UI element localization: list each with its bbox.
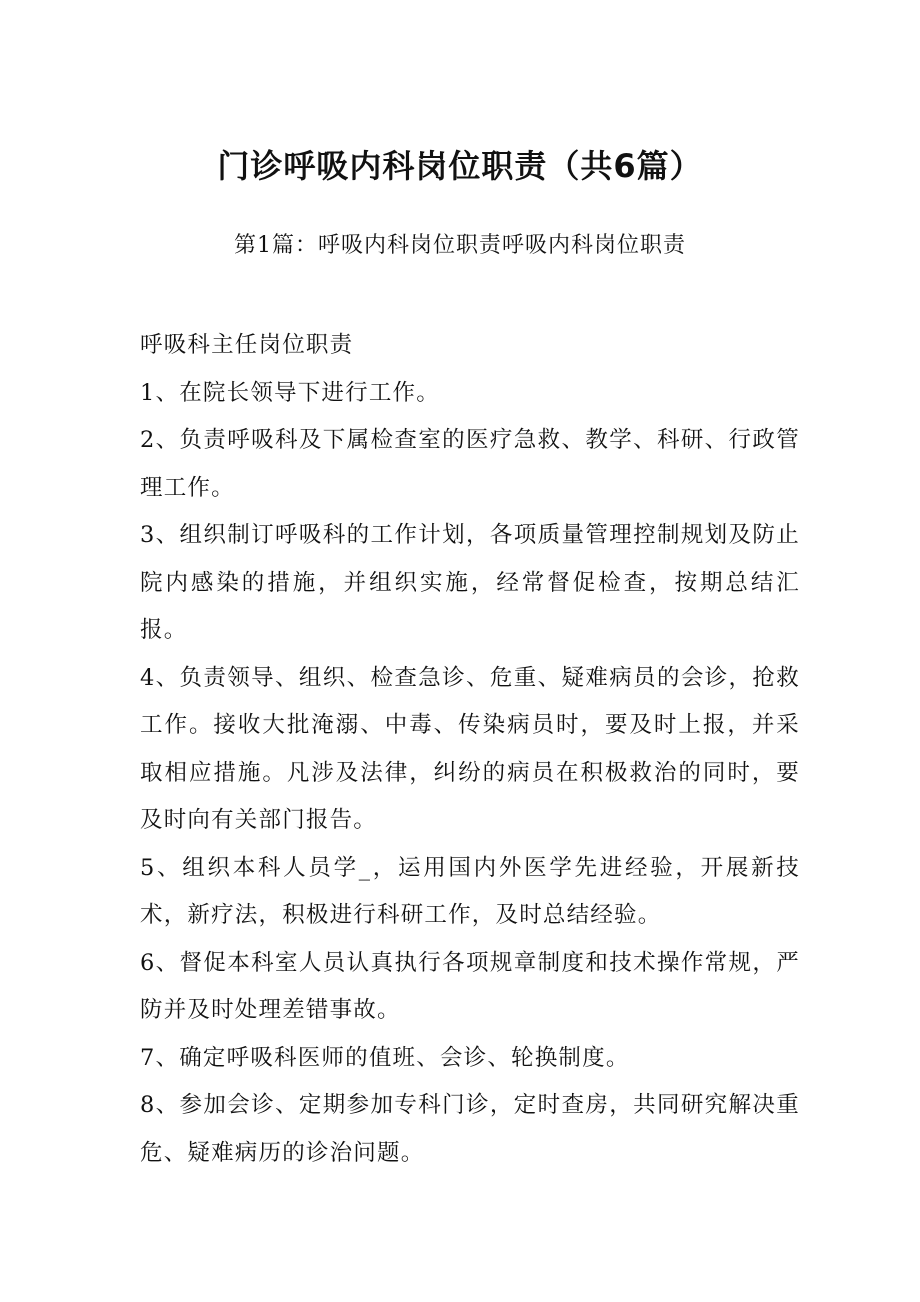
duty-item-5: 5、组织本科人员学_，运用国内外医学先进经验，开展新技术，新疗法，积极进行科研工作，及时总结经验。 bbox=[140, 854, 800, 928]
duty-item-7: 7、确定呼吸科医师的值班、会诊、轮换制度。 bbox=[140, 1044, 630, 1071]
duty-item-4: 4、负责领导、组织、检查急诊、危重、疑难病员的会诊，抢救工作。接收大批淹溺、中毒、传染病员时，要及时上报，并采取相应措施。凡涉及法律，纠纷的病员在积极救治的同时，要及时向有关部门报告。 bbox=[140, 664, 800, 833]
duty-item-6: 6、督促本科室人员认真执行各项规章制度和技术操作常规，严防并及时处理差错事故。 bbox=[140, 949, 800, 1023]
section-heading: 呼吸科主任岗位职责 bbox=[140, 332, 354, 358]
duty-item-2: 2、负责呼吸科及下属检查室的医疗急救、教学、科研、行政管理工作。 bbox=[140, 427, 800, 501]
duty-item-3: 3、组织制订呼吸科的工作计划，各项质量管理控制规划及防止院内感染的措施，并组织实施，经常督促检查，按期总结汇报。 bbox=[140, 522, 800, 643]
document-title: 门诊呼吸内科岗位职责（共6篇） bbox=[217, 147, 703, 185]
document-body bbox=[140, 322, 800, 1177]
document-subtitle: 第1篇：呼吸内科岗位职责呼吸内科岗位职责 bbox=[234, 233, 686, 258]
duty-item-1: 1、在院长领导下进行工作。 bbox=[140, 379, 440, 406]
duty-item-8: 8、参加会诊、定期参加专科门诊，定时查房，共同研究解决重危、疑难病历的诊治问题。 bbox=[140, 1092, 800, 1166]
